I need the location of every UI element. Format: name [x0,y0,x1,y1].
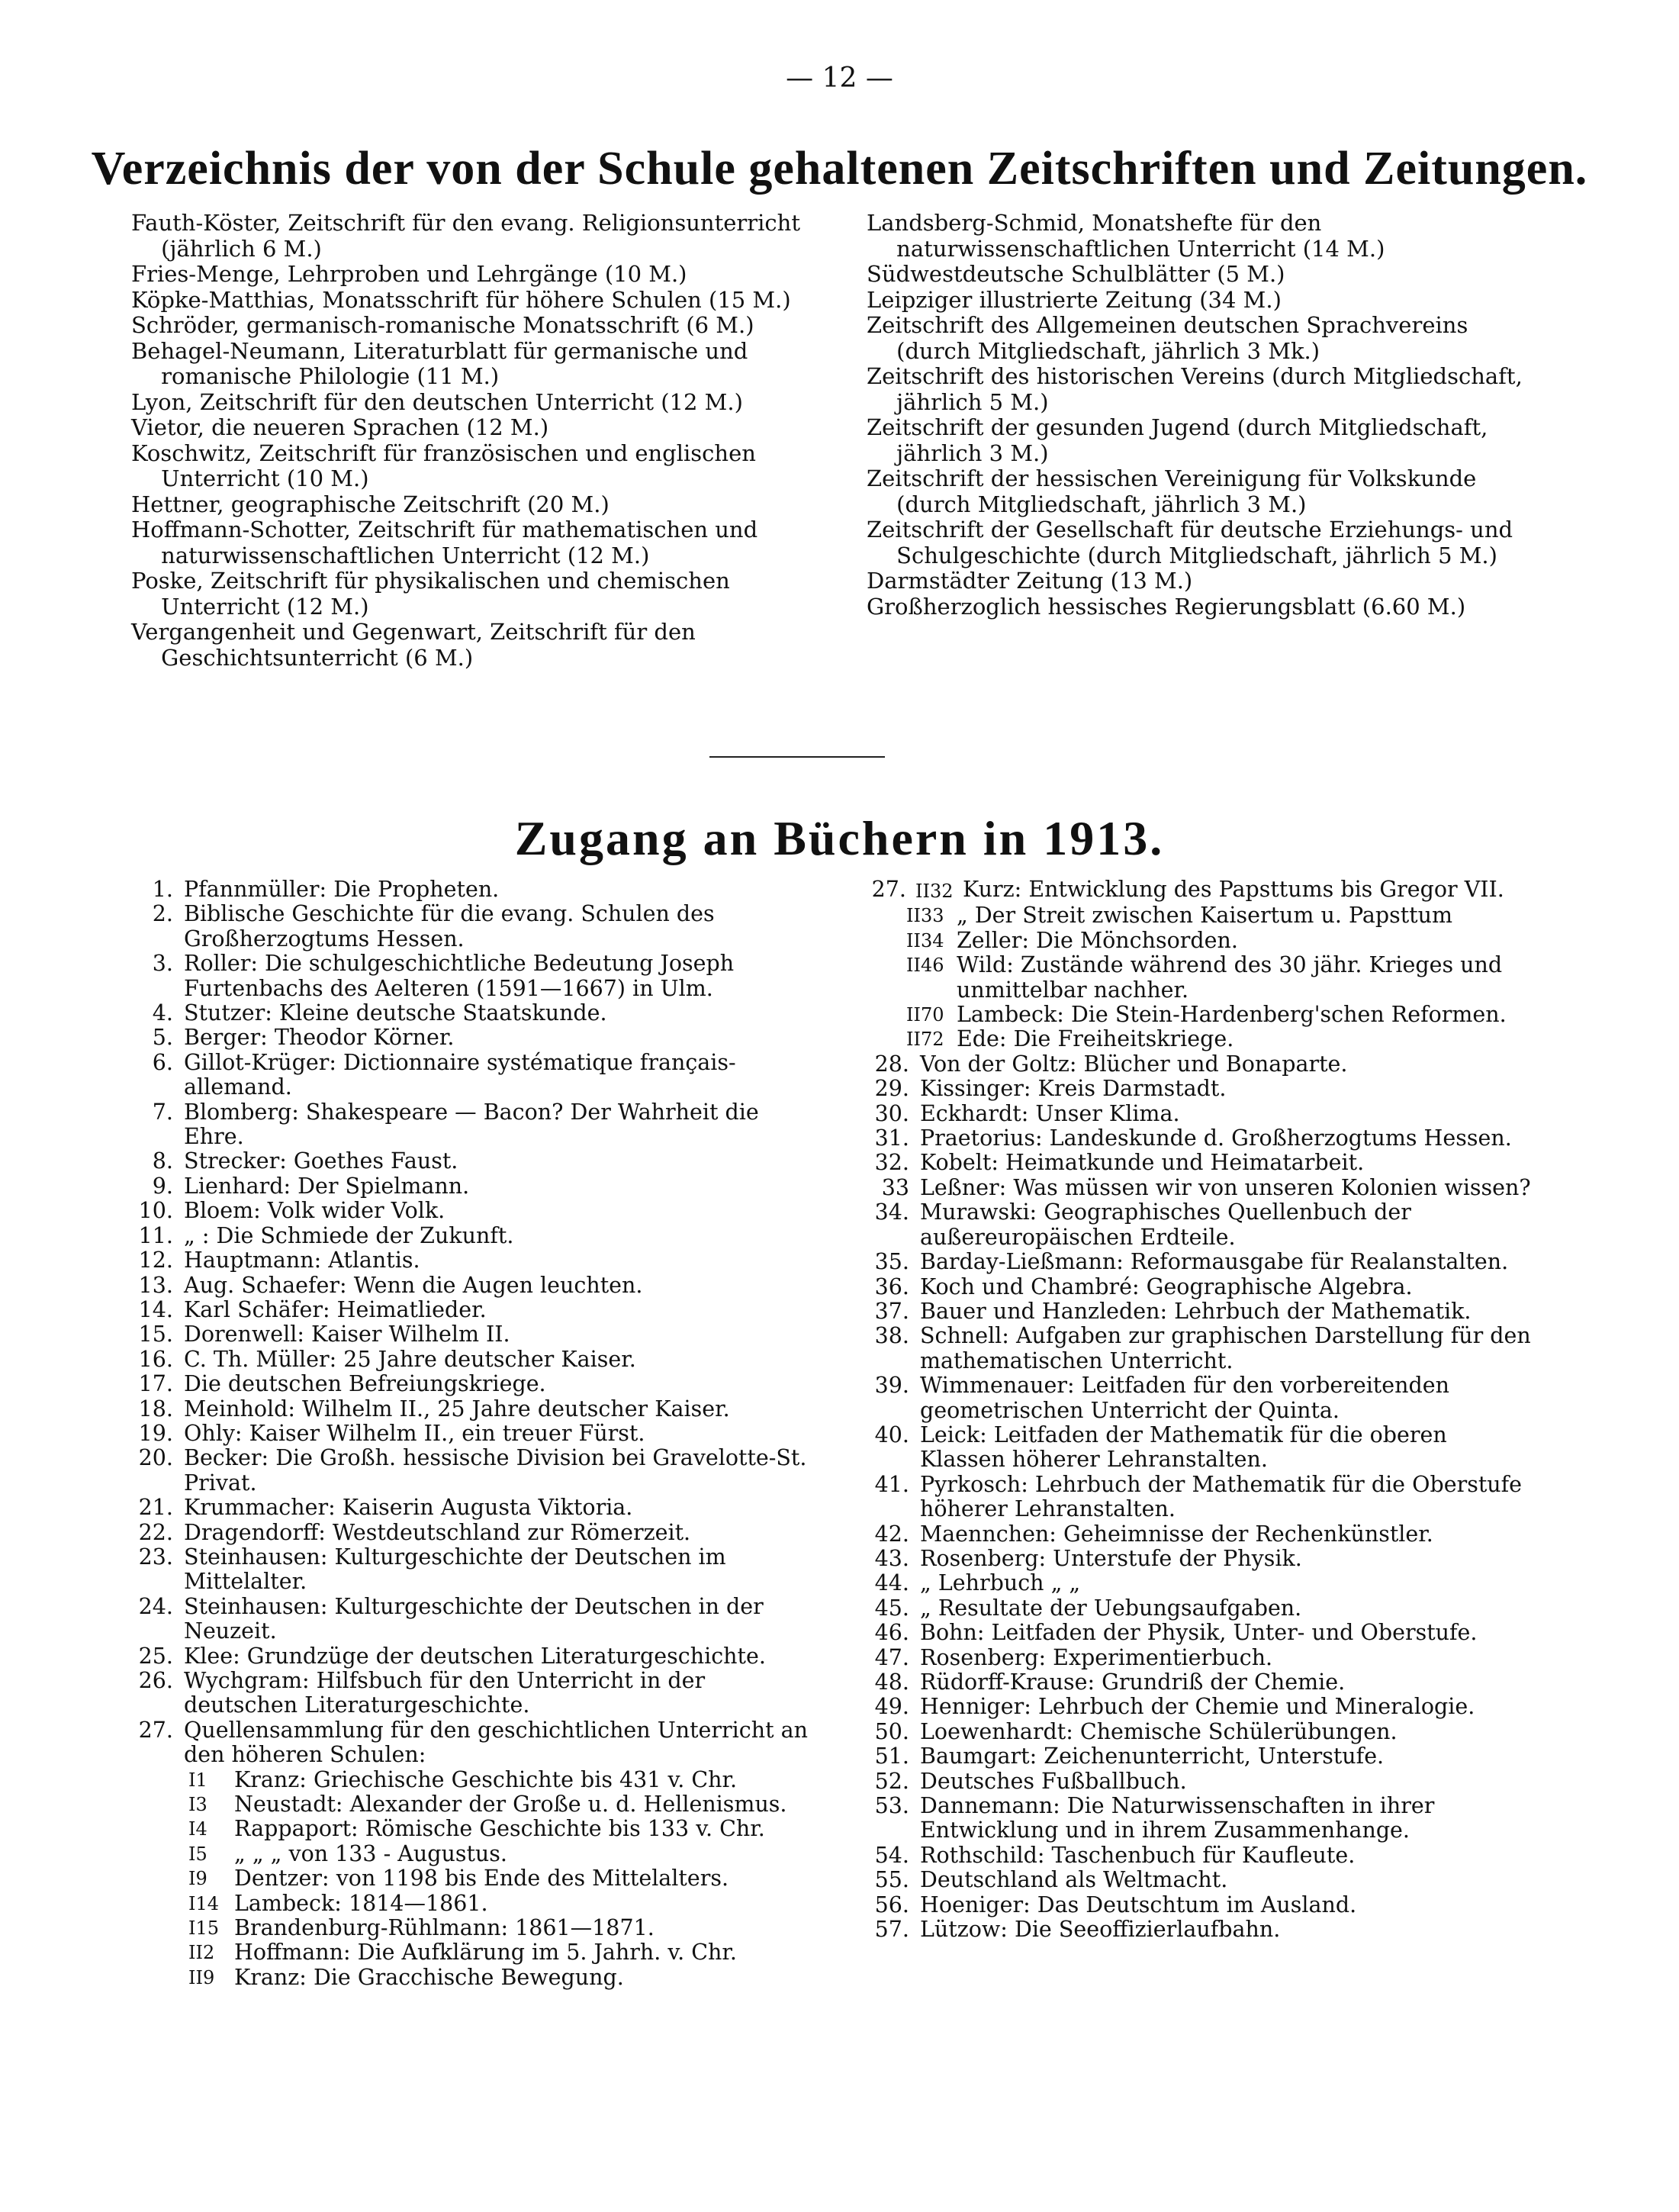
item-text: Baumgart: Zeichenunterricht, Unterstufe. [920,1744,1385,1769]
item-number: 31. [874,1125,909,1151]
item-number: 26. [138,1668,173,1693]
item-text: Gillot-Krüger: Dictionnaire systématique français-allemand. [184,1049,736,1100]
item-number: 1. [152,877,173,902]
item-number: 56. [874,1892,909,1917]
sub-item-text: Lambeck: 1814—1861. [234,1890,488,1916]
item-number: 27. [138,1717,173,1743]
list-item [847,1299,1537,1324]
item-number: 40. [874,1422,909,1447]
list-item [111,1446,824,1496]
list-item [847,1547,1537,1571]
item-text: „ Resultate der Uebungsaufgaben. [920,1595,1302,1621]
list-item [111,1545,824,1595]
item-number: 14. [138,1296,173,1322]
item-number: 23. [138,1544,173,1570]
sub-item-code: II33 [906,905,944,927]
sub-item-code: I1 [188,1769,207,1791]
list-item [847,1744,1537,1769]
item-text: C. Th. Müller: 25 Jahre deutscher Kaiser. [184,1346,636,1372]
item-number: 42. [874,1521,909,1547]
list-item [847,1126,1537,1151]
periodical-entry: Leipziger illustrierte Zeitung (34 M.) [867,286,1282,313]
item-text: Leick: Leitfaden der Mathematik für die oberen Klassen höherer Lehranstalten. [920,1422,1447,1473]
item-number: 13. [138,1272,173,1298]
sub-item [111,1768,824,1792]
books-left-column [111,877,824,1990]
list-item [111,1372,824,1396]
periodical-entry: Hoffmann-Schotter, Zeitschrift für mathematischen und naturwissenschaftlichen Unterricht (12 M.) [131,517,758,568]
sub-item-code: II72 [906,1029,944,1051]
sub-item-text: Zeller: Die Mönchsorden. [957,927,1238,953]
item-number: 37. [874,1298,909,1324]
list-item [847,1695,1537,1719]
item-text: Bauer und Hanzleden: Lehrbuch der Mathematik. [920,1298,1472,1324]
periodicals-left-column [131,211,824,671]
item-number: 39. [874,1373,909,1399]
list-item [111,1149,824,1174]
sub-item [111,1940,824,1965]
list-item [111,1248,824,1273]
list-item [847,1868,1537,1892]
sub-item-code: I9 [188,1868,207,1890]
list-item [111,951,824,1001]
sub-item-text: Ede: Die Freiheitskriege. [957,1026,1234,1052]
list-item [111,1026,824,1050]
list-item [111,1224,824,1248]
list-item [847,1794,1537,1843]
sub-item-text: Wild: Zustände während des 30 jähr. Krieges und unmittelbar nachher. [957,952,1503,1003]
sub-item-code: I14 [188,1892,220,1914]
item-number: 4. [152,1000,173,1026]
item-number: 5. [152,1025,173,1051]
item-text: Lienhard: Der Spielmann. [184,1173,470,1199]
periodical-entry: Vergangenheit und Gegenwart, Zeitschrift für den Geschichtsunterricht (6 M.) [131,619,696,671]
list-item [111,902,824,951]
item-text: Rothschild: Taschenbuch für Kaufleute. [920,1842,1356,1868]
item-number: 22. [138,1519,173,1545]
item-text: Hauptmann: Atlantis. [184,1248,420,1273]
list-item [111,1199,824,1223]
item-number: 57. [874,1917,909,1943]
list-item [847,1176,1537,1200]
item-number: 9. [152,1173,173,1199]
item-number: 17. [138,1371,173,1397]
periodical-entry: Vietor, die neueren Sprachen (12 M.) [131,414,549,440]
list-item [847,1769,1537,1794]
item-text: Henniger: Lehrbuch der Chemie und Mineralogie. [920,1694,1475,1720]
periodical-entry: Landsberg-Schmid, Monatshefte für den naturwissenschaftlichen Unterricht (14 M.) [867,210,1385,262]
list-item [847,1052,1537,1077]
periodical-entry: Südwestdeutsche Schulblätter (5 M.) [867,261,1285,287]
list-item [847,877,1537,903]
sub-item-text: Kranz: Die Gracchische Bewegung. [234,1964,624,1990]
item-number: 32. [874,1150,909,1176]
sub-item [111,1966,824,1990]
item-text: Hoeniger: Das Deutschtum im Ausland. [920,1892,1357,1917]
list-item [111,877,824,902]
sub-item-code: II9 [188,1966,215,1988]
sub-item-text: Neustadt: Alexander der Große u. d. Hellenismus. [234,1792,787,1818]
sub-item-text: „ Der Streit zwischen Kaisertum u. Papsttum [957,903,1452,929]
sub-item-code: II46 [906,955,944,977]
sub-item [111,1792,824,1817]
list-item [847,1200,1537,1250]
list-item [111,1669,824,1718]
list-item [847,1324,1537,1373]
item-text: Rosenberg: Unterstufe der Physik. [920,1545,1302,1571]
periodical-entry: Poske, Zeitschrift für physikalischen und chemischen Unterricht (12 M.) [131,568,730,620]
item-text: Stutzer: Kleine deutsche Staatskunde. [184,1000,607,1026]
sub-item-code: II34 [906,929,944,951]
list-item [847,1473,1537,1522]
item-text: Dragendorff: Westdeutschland zur Römerzeit. [184,1519,691,1545]
item-text: Becker: Die Großh. hessische Division bei Gravelotte-St. Privat. [184,1445,807,1496]
item-text: Die deutschen Befreiungskriege. [184,1371,546,1397]
list-item [847,1646,1537,1670]
item-number: 47. [874,1644,909,1670]
sub-item-text: Hoffmann: Die Aufklärung im 5. Jahrh. v. Chr. [234,1940,737,1966]
item-text: Maennchen: Geheimnisse der Rechenkünstler. [920,1521,1433,1547]
sub-item-code: I5 [188,1843,207,1865]
item-text: Meinhold: Wilhelm II., 25 Jahre deutscher Kaiser. [184,1396,730,1422]
list-item [111,1718,824,1768]
sub-item-text: Dentzer: von 1198 bis Ende des Mittelalters. [234,1866,729,1892]
list-item [111,1322,824,1347]
sub-item [111,1866,824,1891]
item-text: Schnell: Aufgaben zur graphischen Darstellung für den mathematischen Unterricht. [920,1323,1531,1373]
item-number: 50. [874,1718,909,1744]
item-number: 36. [874,1273,909,1299]
item-text: Eckhardt: Unser Klima. [920,1100,1180,1126]
item-number: 52. [874,1768,909,1794]
sub-item-text: Kurz: Entwicklung des Papsttums bis Gregor VII. [963,877,1504,902]
item-number: 27. [871,877,906,902]
books-right-column [847,877,1537,1942]
list-item [847,1102,1537,1126]
periodical-entry: Zeitschrift der gesunden Jugend (durch Mitgliedschaft, jährlich 3 M.) [867,414,1488,466]
list-item [111,1644,824,1669]
item-text: Deutschland als Weltmacht. [920,1867,1228,1893]
item-text: Pfannmüller: Die Propheten. [184,877,500,902]
sub-item [847,929,1537,953]
item-number: 6. [152,1049,173,1075]
list-item [111,1595,824,1644]
item-number: 45. [874,1595,909,1621]
list-item [111,1100,824,1150]
list-item [847,1522,1537,1547]
periodical-entry: Zeitschrift des historischen Vereins (durch Mitgliedschaft, jährlich 5 M.) [867,363,1523,415]
item-number: 25. [138,1643,173,1669]
item-text: Bohn: Leitfaden der Physik, Unter- und Oberstufe. [920,1620,1478,1646]
item-text: Berger: Theodor Körner. [184,1025,455,1051]
periodical-entry: Schröder, germanisch-romanische Monatsschrift (6 M.) [131,312,754,338]
item-number: 46. [874,1620,909,1646]
list-item [111,1422,824,1446]
list-item [847,1571,1537,1595]
item-text: Biblische Geschichte für die evang. Schulen des Großherzogtums Hessen. [184,901,715,951]
item-number: 19. [138,1420,173,1446]
periodical-entry: Darmstädter Zeitung (13 M.) [867,568,1193,594]
item-number: 51. [874,1744,909,1769]
list-item [847,1151,1537,1175]
item-number: 48. [874,1669,909,1695]
periodical-entry: Fries-Menge, Lehrproben und Lehrgänge (10 M.) [131,261,687,287]
item-number: 54. [874,1842,909,1868]
item-number: 33 [881,1174,909,1200]
item-number: 30. [874,1100,909,1126]
item-text: Steinhausen: Kulturgeschichte der Deutschen im Mittelalter. [184,1544,726,1595]
item-text: Deutsches Fußballbuch. [920,1768,1187,1794]
list-item [111,1347,824,1372]
item-number: 38. [874,1323,909,1349]
item-number: 2. [152,901,173,927]
item-number: 18. [138,1396,173,1422]
item-number: 21. [138,1495,173,1521]
sub-item [847,903,1537,928]
item-text: Pyrkosch: Lehrbuch der Mathematik für die Oberstufe höherer Lehranstalten. [920,1471,1523,1522]
sub-item-text: Kranz: Griechische Geschichte bis 431 v. Chr. [234,1766,738,1792]
list-item [847,1275,1537,1299]
item-text: Rüdorff-Krause: Grundriß der Chemie. [920,1669,1346,1695]
item-text: Steinhausen: Kulturgeschichte der Deutschen in der Neuzeit. [184,1593,764,1644]
list-item [847,1843,1537,1868]
sub-item-code: I15 [188,1917,220,1940]
item-text: Lützow: Die Seeoffizierlaufbahn. [920,1917,1281,1943]
periodical-entry: Behagel-Neumann, Literaturblatt für germanische und romanische Philologie (11 M.) [131,337,748,389]
list-item [111,1298,824,1322]
sub-item [847,1027,1537,1051]
item-text: Quellensammlung für den geschichtlichen Unterricht an den höheren Schulen: [184,1717,808,1768]
item-text: Aug. Schaefer: Wenn die Augen leuchten. [184,1272,643,1298]
sub-item-text: Lambeck: Die Stein-Hardenberg'schen Reformen. [957,1002,1507,1028]
periodical-entry: Hettner, geographische Zeitschrift (20 M.) [131,491,610,517]
item-number: 43. [874,1545,909,1571]
item-number: 7. [152,1099,173,1125]
list-item [847,1077,1537,1101]
list-item [111,1174,824,1199]
item-number: 34. [874,1199,909,1225]
periodical-entry: Zeitschrift des Allgemeinen deutschen Sprachvereins (durch Mitgliedschaft, jährlich 3 Mk.) [867,312,1468,364]
item-number: 29. [874,1076,909,1102]
item-text: Blomberg: Shakespeare — Bacon? Der Wahrheit die Ehre. [184,1099,759,1150]
item-text: Klee: Grundzüge der deutschen Literaturgeschichte. [184,1643,766,1669]
item-text: Barday-Ließmann: Reformausgabe für Realanstalten. [920,1249,1509,1275]
sub-item-code: I3 [188,1794,207,1816]
books-heading: Zugang an Büchern in 1913. [514,811,1165,865]
item-number: 24. [138,1593,173,1619]
periodical-entry: Koschwitz, Zeitschrift für französischen und englischen Unterricht (10 M.) [131,440,756,491]
item-text: Ohly: Kaiser Wilhelm II., ein treuer Fürst. [184,1420,645,1446]
item-number: 53. [874,1793,909,1819]
list-item [111,1001,824,1026]
sub-item [111,1842,824,1866]
item-text: „ : Die Schmiede der Zukunft. [184,1222,514,1248]
item-text: Dorenwell: Kaiser Wilhelm II. [184,1322,510,1347]
item-number: 28. [874,1051,909,1077]
item-number: 20. [138,1445,173,1471]
periodicals-right-column [867,211,1532,620]
item-text: Loewenhardt: Chemische Schülerübungen. [920,1718,1398,1744]
list-item [847,1670,1537,1695]
item-number: 49. [874,1694,909,1720]
sub-item-code: I4 [188,1818,207,1840]
sub-item [847,1003,1537,1027]
item-number: 10. [138,1198,173,1224]
item-text: Wychgram: Hilfsbuch für den Unterricht in der deutschen Literaturgeschichte. [184,1668,706,1718]
sub-item-code: II2 [188,1942,215,1964]
page-number: — 12 — [786,63,893,94]
item-text: Krummacher: Kaiserin Augusta Viktoria. [184,1495,633,1521]
periodical-entry: Lyon, Zeitschrift für den deutschen Unterricht (12 M.) [131,388,743,415]
item-text: Kobelt: Heimatkunde und Heimatarbeit. [920,1150,1365,1176]
item-text: Von der Goltz: Blücher und Bonaparte. [920,1051,1348,1077]
periodical-entry: Zeitschrift der hessischen Vereinigung für Volkskunde (durch Mitgliedschaft, jährlich 3 M.) [867,465,1477,517]
item-text: Roller: Die schulgeschichtliche Bedeutung Joseph Furtenbachs des Aelteren (1591—1667) in Ulm. [184,951,735,1001]
item-number: 55. [874,1867,909,1893]
periodical-entry: Großherzoglich hessisches Regierungsblatt (6.60 M.) [867,593,1466,620]
item-text: Karl Schäfer: Heimatlieder. [184,1296,487,1322]
list-item [847,1621,1537,1645]
item-number: 44. [874,1570,909,1596]
item-text: Praetorius: Landeskunde d. Großherzogtums Hessen. [920,1125,1512,1151]
item-text: Leßner: Was müssen wir von unseren Kolonien wissen? [920,1174,1531,1200]
item-number: 15. [138,1322,173,1347]
sub-item-text: Brandenburg-Rühlmann: 1861—1871. [234,1915,655,1941]
sub-item-text: Rappaport: Römische Geschichte bis 133 v. Chr. [234,1816,765,1842]
item-text: Kissinger: Kreis Darmstadt. [920,1076,1227,1102]
list-item [847,1720,1537,1744]
section-divider [709,756,885,758]
item-text: Rosenberg: Experimentierbuch. [920,1644,1273,1670]
item-number: 12. [138,1248,173,1273]
list-item [111,1273,824,1298]
list-item [847,1917,1537,1942]
item-text: Koch und Chambré: Geographische Algebra. [920,1273,1413,1299]
list-item [111,1496,824,1520]
periodical-entry: Fauth-Köster, Zeitschrift für den evang. Religionsunterricht (jährlich 6 M.) [131,210,800,262]
sub-item [111,1916,824,1940]
item-number: 11. [138,1222,173,1248]
item-text: Wimmenauer: Leitfaden für den vorbereitenden geometrischen Unterricht der Quinta. [920,1373,1449,1423]
item-text: Dannemann: Die Naturwissenschaften in ihrer Entwicklung und in ihrem Zusammenhange. [920,1793,1435,1843]
sub-item [111,1817,824,1841]
sub-item-text: „ „ „ von 133 - Augustus. [234,1840,507,1866]
list-item [847,1423,1537,1473]
item-text: Strecker: Goethes Faust. [184,1148,458,1174]
periodicals-heading: Verzeichnis der von der Schule gehaltenen Zeitschriften und Zeitungen. [91,143,1588,195]
list-item [847,1373,1537,1423]
item-text: Murawski: Geographisches Quellenbuch der außereuropäischen Erdteile. [920,1199,1411,1250]
list-item [847,1893,1537,1917]
sub-item-code: II70 [906,1004,944,1026]
item-number: 8. [152,1148,173,1174]
item-number: 16. [138,1346,173,1372]
list-item [111,1051,824,1100]
sub-item [111,1892,824,1916]
periodical-entry: Köpke-Matthias, Monatsschrift für höhere Schulen (15 M.) [131,286,791,313]
list-item [111,1397,824,1422]
sub-item-code: II32 [915,881,954,902]
item-text: „ Lehrbuch „ „ [920,1570,1081,1596]
item-number: 3. [152,951,173,977]
item-number: 35. [874,1249,909,1275]
list-item [847,1596,1537,1621]
item-number: 41. [874,1471,909,1497]
list-item [111,1521,824,1545]
list-item [847,1250,1537,1274]
item-text: Bloem: Volk wider Volk. [184,1198,445,1224]
sub-item [847,953,1537,1003]
periodical-entry: Zeitschrift der Gesellschaft für deutsche Erziehungs- und Schulgeschichte (durch Mitgliedschaft, jährlich 5 M.) [867,517,1513,568]
